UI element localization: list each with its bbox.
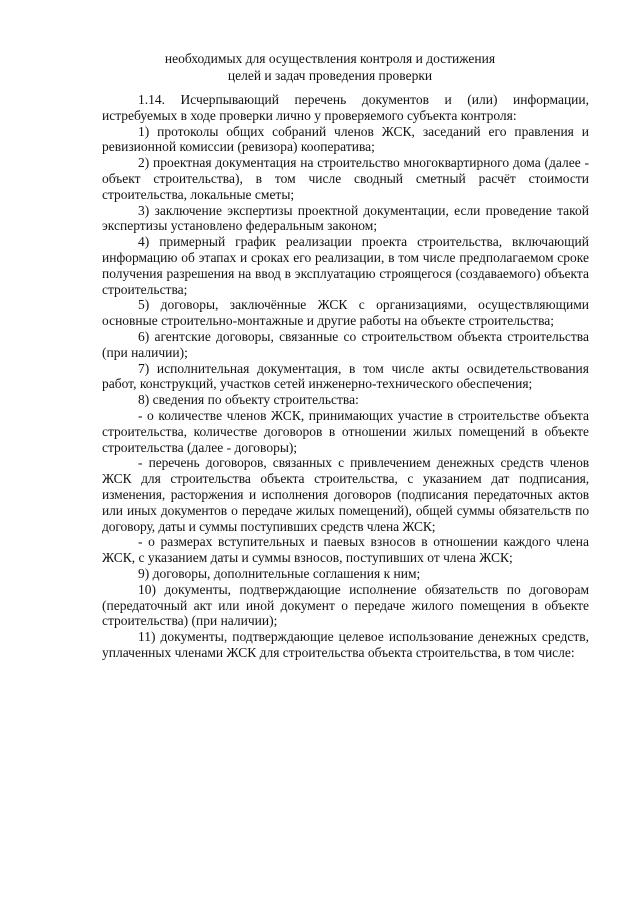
list-item-10: 10) документы, подтверждающие исполнение обязательств по договорам (передаточный акт или иной документ о передаче жилого помещения в объекте строительства) (при наличии); <box>102 581 589 629</box>
paragraph-1-14: 1.14. Исчерпывающий перечень документов и (или) информации, истребуемых в ходе проверки лично у проверяемого субъекта контроля: <box>102 92 589 123</box>
list-item-3: 3) заключение экспертизы проектной документации, если проведение такой экспертизы установлено федеральным законом; <box>102 202 589 234</box>
section-header <box>100 50 560 84</box>
list-item-6: 6) агентские договоры, связанные со строительством объекта строительства (при наличии); <box>102 328 589 360</box>
list-item-4: 4) примерный график реализации проекта строительства, включающий информацию об этапах и сроках его реализации, в том числе предполагаемом сроке получения разрешения на ввод в эксплуатацию строящегося (создаваемого) объекта строительства; <box>102 234 589 297</box>
list-item-9: 9) договоры, дополнительные соглашения к ним; <box>138 565 421 581</box>
list-item-5: 5) договоры, заключённые ЖСК с организациями, осуществляющими основные строительно-монтажные и другие работы на объекте строительства; <box>102 297 589 329</box>
list-item-1: 1) протоколы общих собраний членов ЖСК, заседаний его правления и ревизионной комиссии (ревизора) кооператива; <box>102 123 589 155</box>
list-item-2: 2) проектная документация на строительство многоквартирного дома (далее - объект строительства), в том числе сводный сметный расчёт стоимости строительства, локальные сметы; <box>102 155 589 202</box>
list-item-8-members: - о количестве членов ЖСК, принимающих участие в строительстве объекта строительства, количестве договоров в отношении жилых помещений в объекте строительства (далее - договоры); <box>102 407 589 455</box>
document-body <box>102 92 589 661</box>
list-item-11: 11) документы, подтверждающие целевое использование денежных средств, уплаченных членами ЖСК для строительства объекта строительства, в том числе: <box>102 629 589 660</box>
list-item-8-fees: - о размерах вступительных и паевых взносов в отношении каждого члена ЖСК, с указанием даты и суммы взносов, поступивших от члена ЖСК; <box>102 534 589 566</box>
header-line-2: целей и задач проведения проверки <box>227 68 433 83</box>
header-line-1: необходимых для осуществления контроля и достижения <box>164 51 496 66</box>
list-item-7: 7) исполнительная документация, в том числе акты освидетельствования работ, конструкций, участков сетей инженерно-технического обеспечения; <box>102 360 589 392</box>
list-item-8-contracts: - перечень договоров, связанных с привлечением денежных средств членов ЖСК для строительства объекта строительства, с указанием дат подписания, изменения, расторжения и исполнения договоров (подписания передаточных актов или иных документов о передаче жилых помещений), общей суммы обязательств по договору, даты и суммы поступивших средств члена ЖСК; <box>102 455 589 534</box>
list-item-8: 8) сведения по объекту строительства: <box>138 392 359 408</box>
